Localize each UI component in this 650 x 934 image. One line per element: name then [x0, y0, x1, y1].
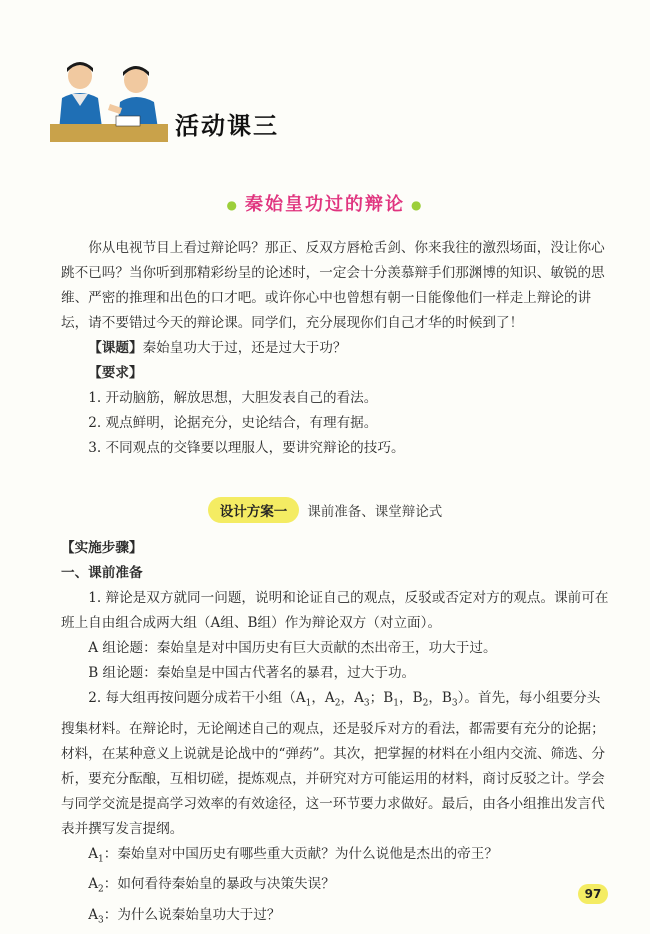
question-label: A: [88, 876, 99, 893]
page-number: 97: [578, 884, 608, 904]
steps-heading: [61, 536, 610, 561]
requirement-item: 3. 不同观点的交锋要以理服人，要讲究辩论的技巧。: [88, 440, 405, 456]
students-discussion-illustration: [50, 58, 168, 142]
question-text: ：如何看待秦始皇的暴政与决策失误？: [103, 876, 335, 893]
question-sub: 3: [98, 915, 104, 926]
requirement-item: 2. 观点鲜明，论据充分，史论结合，有理有据。: [88, 415, 378, 431]
question-sub: 2: [98, 885, 104, 896]
intro-section: [61, 236, 610, 461]
intro-paragraph: 你从电视节目上看过辩论吗？那正、反双方唇枪舌剑、你来我往的激烈场面，没让你心跳不已吗？当你听到那精彩纷呈的论述时，一定会十分羡慕辩手们那渊博的知识、敏锐的思维、严密的推理和出色的口才吧。或许你心中也曾想有朝一日能像他们一样走上辩论的讲坛，请不要错过今天的辩论课。同学们，充分展现你们自己才华的时候到了！: [61, 240, 605, 331]
step-paragraph-1: 1. 辩论是双方就同一问题，说明和论证自己的观点，反驳或否定对方的观点。课前可在班上自由组合成两大组（A组、B组）作为辩论双方（对立面）。: [61, 590, 609, 631]
dot-icon: ●: [411, 198, 424, 212]
question-item: [61, 903, 610, 934]
lesson-header: [50, 58, 370, 142]
requirements-tag: 【要求】: [88, 365, 143, 381]
question-text: ：为什么说秦始皇功大于过？: [103, 907, 281, 924]
question-item: [61, 872, 610, 903]
topic-text: 秦始皇功大于过，还是过大于功？: [142, 340, 347, 356]
topic-tag: 【课题】: [88, 340, 143, 356]
question-label: A: [88, 845, 99, 862]
step-paragraph-2: 2. 每大组再按问题分成若干小组（$A_1$，$A_2$，$A_3$；$B_1$，$B_2$，$B_3$）。首先，每小组要分头搜集材料。在辩论时，无论阐述自己的观点，还是驳斥对方的看法，都需要有充分的论据；材料，在某种意义上说就是论战中的“弹药”。其次，把掌握的材料在小组内交流、筛选、分析，要充分酝酿，互相切磋，提炼观点，并研究对方可能运用的材料，商讨反驳之计。学会与同学交流是提高学习效率的有效途径，这一环节要力求做好。最后，由各小组推出发言代表并撰写发言提纲。: [61, 690, 606, 837]
steps-tag: 【实施步骤】: [61, 540, 143, 556]
plan-label: 设计方案一: [208, 497, 300, 523]
question-text: ：秦始皇对中国历史有哪些重大贡献？为什么说他是杰出的帝王？: [103, 845, 498, 862]
plan-heading: [0, 497, 650, 523]
dot-icon: ●: [226, 198, 239, 212]
topic-title: [0, 190, 650, 216]
question-label: A: [88, 907, 99, 924]
lesson-title: 活动课三: [175, 112, 279, 140]
question-sub: 1: [98, 854, 104, 865]
steps-section: [61, 536, 610, 934]
group-b-topic: B 组论题：秦始皇是中国古代著名的暴君，过大于功。: [88, 665, 416, 681]
step-paragraph-2-rest: ）。首先，每小组要分头搜集材料。在辩论时，无论阐述自己的观点，还是驳斥对方的看法，都需要有充分的论据；材料，在某种意义上说就是论战中的“弹药”。其次，把掌握的材料在小组内交流、筛选、分析，要充分酝酿，互相切磋，提炼观点，并研究对方可能运用的材料，商讨反驳之计。学会与同学交流是提高学习效率的有效途径，这一环节要力求做好。最后，由各小组推出发言代表并撰写发言提纲。: [61, 690, 606, 837]
requirements-heading: [61, 361, 610, 386]
step-paragraph-2-start: 2. 每大组再按问题分成若干小组（A: [88, 690, 306, 706]
section-heading: 一、课前准备: [61, 565, 143, 581]
topic-title-text: 秦始皇功过的辩论: [245, 194, 405, 215]
question-item: [61, 842, 610, 873]
plan-subtitle: 课前准备、课堂辩论式: [307, 504, 443, 520]
group-a-topic: A 组论题：秦始皇是对中国历史有巨大贡献的杰出帝王，功大于过。: [88, 640, 497, 656]
topic-line: [61, 336, 610, 361]
requirement-item: 1. 开动脑筋，解放思想，大胆发表自己的看法。: [88, 390, 378, 406]
